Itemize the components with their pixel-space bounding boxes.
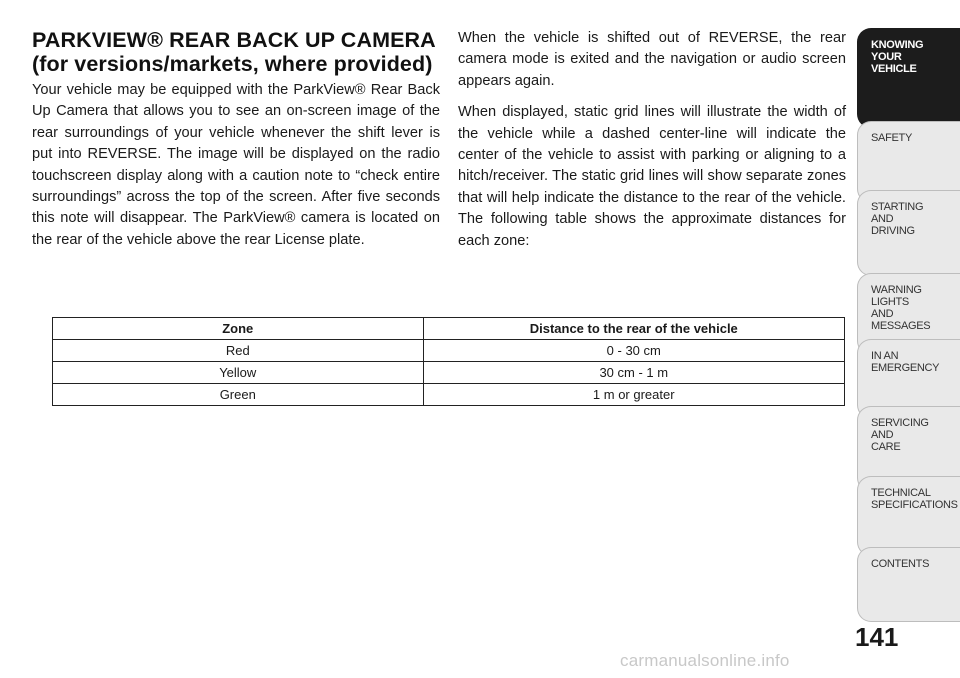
distance-cell: 30 cm - 1 m (423, 362, 844, 384)
right-column (458, 28, 846, 262)
table-row (53, 384, 845, 406)
header-distance: Distance to the rear of the vehicle (423, 318, 844, 340)
tab-knowing-your-vehicle[interactable]: KNOWING YOUR VEHICLE (857, 28, 960, 128)
tab-safety[interactable]: SAFETY (857, 121, 960, 203)
table-row (53, 340, 845, 362)
distance-cell: 0 - 30 cm (423, 340, 844, 362)
tab-technical-specifications[interactable]: TECHNICAL SPECIFICATIONS (857, 476, 960, 556)
header-zone: Zone (53, 318, 424, 340)
section-title: PARKVIEW® REAR BACK UP CAMERA (for versions/markets, where provided) (32, 28, 435, 76)
tab-in-an-emergency[interactable]: IN AN EMERGENCY (857, 339, 960, 419)
zone-distance-table (52, 317, 845, 406)
intro-paragraph: Your vehicle may be equipped with the ParkView® Rear Back Up Camera that allows you to see an on-screen image of the rear surroundings of your vehicle whenever the shift lever is put into REVERSE. The image will be displayed on the radio touchscreen display along with a caution note to “check entire surroundings” across the top of the screen. After five seconds this note will disappear. The ParkView® camera is located on the rear of the vehicle above the rear License plate. (32, 82, 440, 248)
zone-cell: Red (53, 340, 424, 362)
reverse-exit-paragraph: When the vehicle is shifted out of REVERSE, the rear camera mode is exited and the navigation or audio screen appears again. (458, 30, 846, 89)
page-number: 141 (855, 622, 899, 652)
table-header-row (53, 318, 845, 340)
zone-cell: Yellow (53, 362, 424, 384)
tab-servicing-and-care[interactable]: SERVICING AND CARE (857, 406, 960, 492)
table-row (53, 362, 845, 384)
watermark: carmanualsonline.info (620, 651, 790, 670)
zone-cell: Green (53, 384, 424, 406)
tab-contents[interactable]: CONTENTS (857, 547, 960, 622)
grid-lines-paragraph: When displayed, static grid lines will illustrate the width of the vehicle while a dashed center-line will indicate the center of the vehicle to assist with parking or aligning to a hitch/receiver. The static grid lines will show separate zones that will help indicate the distance to the rear of the vehicle. The following table shows the approximate distances for each zone: (458, 104, 846, 249)
tab-warning-lights-and-messages[interactable]: WARNING LIGHTS AND MESSAGES (857, 273, 960, 355)
distance-cell: 1 m or greater (423, 384, 844, 406)
left-column (32, 28, 440, 261)
tab-starting-and-driving[interactable]: STARTING AND DRIVING (857, 190, 960, 276)
